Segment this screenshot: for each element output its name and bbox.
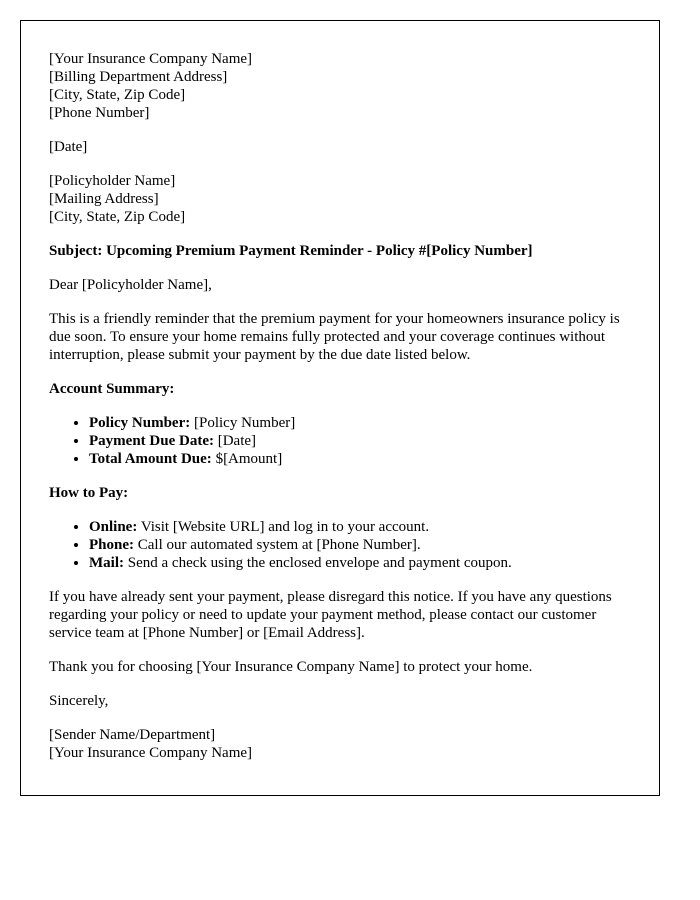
- signature-block: [49, 726, 631, 762]
- subject-line: [49, 242, 631, 260]
- item-label: Phone:: [89, 537, 134, 553]
- letter: [20, 20, 660, 796]
- sender-address: [Billing Department Address]: [49, 69, 228, 85]
- account-summary-heading: Account Summary:: [49, 381, 175, 397]
- list-item: [89, 450, 631, 468]
- item-label: Payment Due Date:: [89, 433, 214, 449]
- item-value: Visit [Website URL] and log in to your account.: [137, 519, 430, 535]
- signature-name: [Sender Name/Department]: [49, 727, 216, 743]
- list-item: [89, 414, 631, 432]
- sender-phone: [Phone Number]: [49, 105, 150, 121]
- signature-company: [Your Insurance Company Name]: [49, 745, 253, 761]
- item-value: Call our automated system at [Phone Number].: [134, 537, 421, 553]
- salutation: Dear [Policyholder Name],: [49, 277, 212, 293]
- list-item: [89, 536, 631, 554]
- how-to-pay-list: [49, 518, 631, 572]
- sender-company: [Your Insurance Company Name]: [49, 51, 253, 67]
- item-label: Policy Number:: [89, 415, 191, 431]
- recipient-name: [Policyholder Name]: [49, 173, 176, 189]
- list-item: [89, 432, 631, 450]
- list-item: [89, 518, 631, 536]
- intro-paragraph: This is a friendly reminder that the premium payment for your homeowners insurance policy is due soon. To ensure your home remains fully protected and your coverage continues without interruption, please submit your payment by the due date listed below.: [49, 311, 620, 363]
- list-item: [89, 554, 631, 572]
- account-summary-list: [49, 414, 631, 468]
- item-value: [Date]: [213, 433, 257, 449]
- item-label: Mail:: [89, 555, 124, 571]
- subject-text: Subject: Upcoming Premium Payment Reminder - Policy #[Policy Number]: [49, 243, 533, 259]
- recipient-city: [City, State, Zip Code]: [49, 209, 186, 225]
- closing: Sincerely,: [49, 693, 109, 709]
- disregard-paragraph: If you have already sent your payment, please disregard this notice. If you have any questions regarding your policy or need to update your payment method, please contact our customer service team at [Phone Number] or [Email Address].: [49, 589, 612, 641]
- item-value: [Policy Number]: [190, 415, 296, 431]
- thanks-paragraph: Thank you for choosing [Your Insurance Company Name] to protect your home.: [49, 659, 533, 675]
- sender-address-block: [49, 50, 631, 122]
- item-label: Total Amount Due:: [89, 451, 212, 467]
- item-value: Send a check using the enclosed envelope and payment coupon.: [124, 555, 512, 571]
- how-to-pay-heading: How to Pay:: [49, 485, 129, 501]
- recipient-address-block: [49, 172, 631, 226]
- recipient-address: [Mailing Address]: [49, 191, 159, 207]
- item-label: Online:: [89, 519, 138, 535]
- sender-city: [City, State, Zip Code]: [49, 87, 186, 103]
- item-value: $[Amount]: [211, 451, 283, 467]
- letter-date: [Date]: [49, 139, 88, 155]
